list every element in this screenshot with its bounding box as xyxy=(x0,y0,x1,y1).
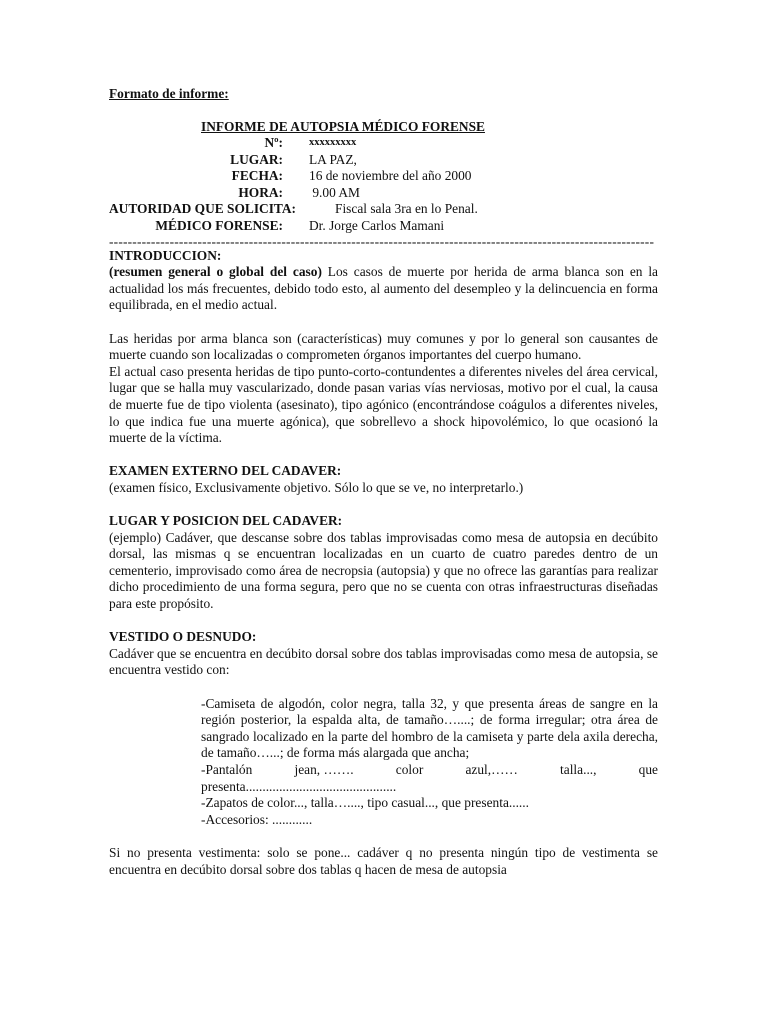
meta-row-place xyxy=(109,152,658,169)
meta-row-date xyxy=(109,168,658,185)
intro-heading: INTRODUCCION: xyxy=(109,247,222,263)
meta-value: xxxxxxxxx xyxy=(309,137,357,148)
clothing-item-accessories: -Accesorios: ............ xyxy=(201,811,313,827)
clothing-text: Cadáver que se encuentra en decúbito dorsal sobre dos tablas improvisadas como mesa de autopsia, se encuentra vestido con: xyxy=(109,645,658,678)
meta-label: HORA: xyxy=(238,184,283,200)
exam-heading: EXAMEN EXTERNO DEL CADAVER: xyxy=(109,463,342,479)
meta-row-time xyxy=(109,185,658,202)
intro-lead: (resumen general o global del caso) xyxy=(109,264,322,280)
meta-value: 16 de noviembre del año 2000 xyxy=(309,168,472,184)
clothing-item-pants: -Pantalón jean, ……. color azul,…… talla..., que xyxy=(201,761,658,777)
report-title: INFORME DE AUTOPSIA MÉDICO FORENSE xyxy=(201,119,485,134)
clothing-heading: VESTIDO O DESNUDO: xyxy=(109,629,257,645)
meta-label: FECHA: xyxy=(231,168,283,184)
clothing-item-shirt: -Camiseta de algodón, color negra, talla 32, y que presenta áreas de sangre en la región posterior, la espalda alta, de tamaño…....; de forma irregular; otra área de sangrado localizado en la parte del hombro de la camiseta y parte dela axila derecha, de tamaño…...; de forma más alargada que ancha; xyxy=(201,695,658,761)
format-title: Formato de informe: xyxy=(109,86,229,101)
meta-label: AUTORIDAD QUE SOLICITA: xyxy=(109,201,297,217)
meta-label: MÉDICO FORENSE: xyxy=(155,217,283,233)
document-page xyxy=(109,86,658,878)
meta-label: LUGAR: xyxy=(230,151,283,167)
meta-value: Fiscal sala 3ra en lo Penal. xyxy=(335,201,478,217)
report-meta xyxy=(109,135,658,235)
clothing-item-shoes: -Zapatos de color..., talla…...., tipo casual..., que presenta...... xyxy=(201,795,529,811)
intro-paragraph-2: Las heridas por arma blanca son (características) muy comunes y por lo general son causantes de muerte cuando son localizadas o comprometen órganos importantes del cuerpo humano. xyxy=(109,330,658,363)
intro-paragraph-1 xyxy=(109,264,658,314)
position-text: (ejemplo) Cadáver, que descanse sobre dos tablas improvisadas como mesa de autopsia en decúbito dorsal, las mismas q se encuentran localizadas en un cuarto de cuatro paredes dentro de un cementerio, improvisado como área de necropsia (autopsia) y que no ofrece las garantías para realizar dicho procedimiento de una forma segura, pero que no se cuenta con otras infraestructuras diseñadas para este propósito. xyxy=(109,529,658,612)
meta-value: LA PAZ, xyxy=(309,151,357,167)
position-heading: LUGAR Y POSICION DEL CADAVER: xyxy=(109,513,343,529)
separator-line: --------------------------------------------------------------------------------------------------------------------- xyxy=(109,234,655,248)
clothing-item-pants-cont: presenta............................................. xyxy=(201,778,397,794)
no-clothing-text: Si no presenta vestimenta: solo se pone... cadáver q no presenta ningún tipo de vestimenta se encuentra en decúbito dorsal sobre dos tablas q hacen de mesa de autopsia xyxy=(109,844,658,877)
meta-row-authority xyxy=(109,201,658,218)
exam-text: (examen físico, Exclusivamente objetivo. Sólo lo que se ve, no interpretarlo.) xyxy=(109,479,524,495)
meta-row-doctor xyxy=(109,218,658,235)
meta-value: 9.00 AM xyxy=(309,184,360,200)
meta-value: Dr. Jorge Carlos Mamani xyxy=(309,217,445,233)
intro-text: Los casos de muerte por herida de arma blanca son en la actualidad los más frecuentes, debido todo esto, al aumento del desempleo y la delincuencia en forma equilibrada, en el medio actual. xyxy=(109,264,659,313)
meta-label: Nº: xyxy=(264,135,283,150)
clothing-list xyxy=(201,696,658,829)
meta-row-number xyxy=(109,135,658,152)
intro-paragraph-3: El actual caso presenta heridas de tipo punto-corto-contundentes a diferentes niveles del área cervical, lugar que se halla muy vascularizado, donde pasan varias vías nerviosas, motivo por el cual, la causa de muerte fue de tipo violenta (asesinato), tipo agónico (encontrándose coágulos a diferentes niveles, lo que indica fue una muerte agónica), que sobrellevo a shock hipovolémico, lo que ocasionó la muerte de la víctima. xyxy=(109,363,658,446)
